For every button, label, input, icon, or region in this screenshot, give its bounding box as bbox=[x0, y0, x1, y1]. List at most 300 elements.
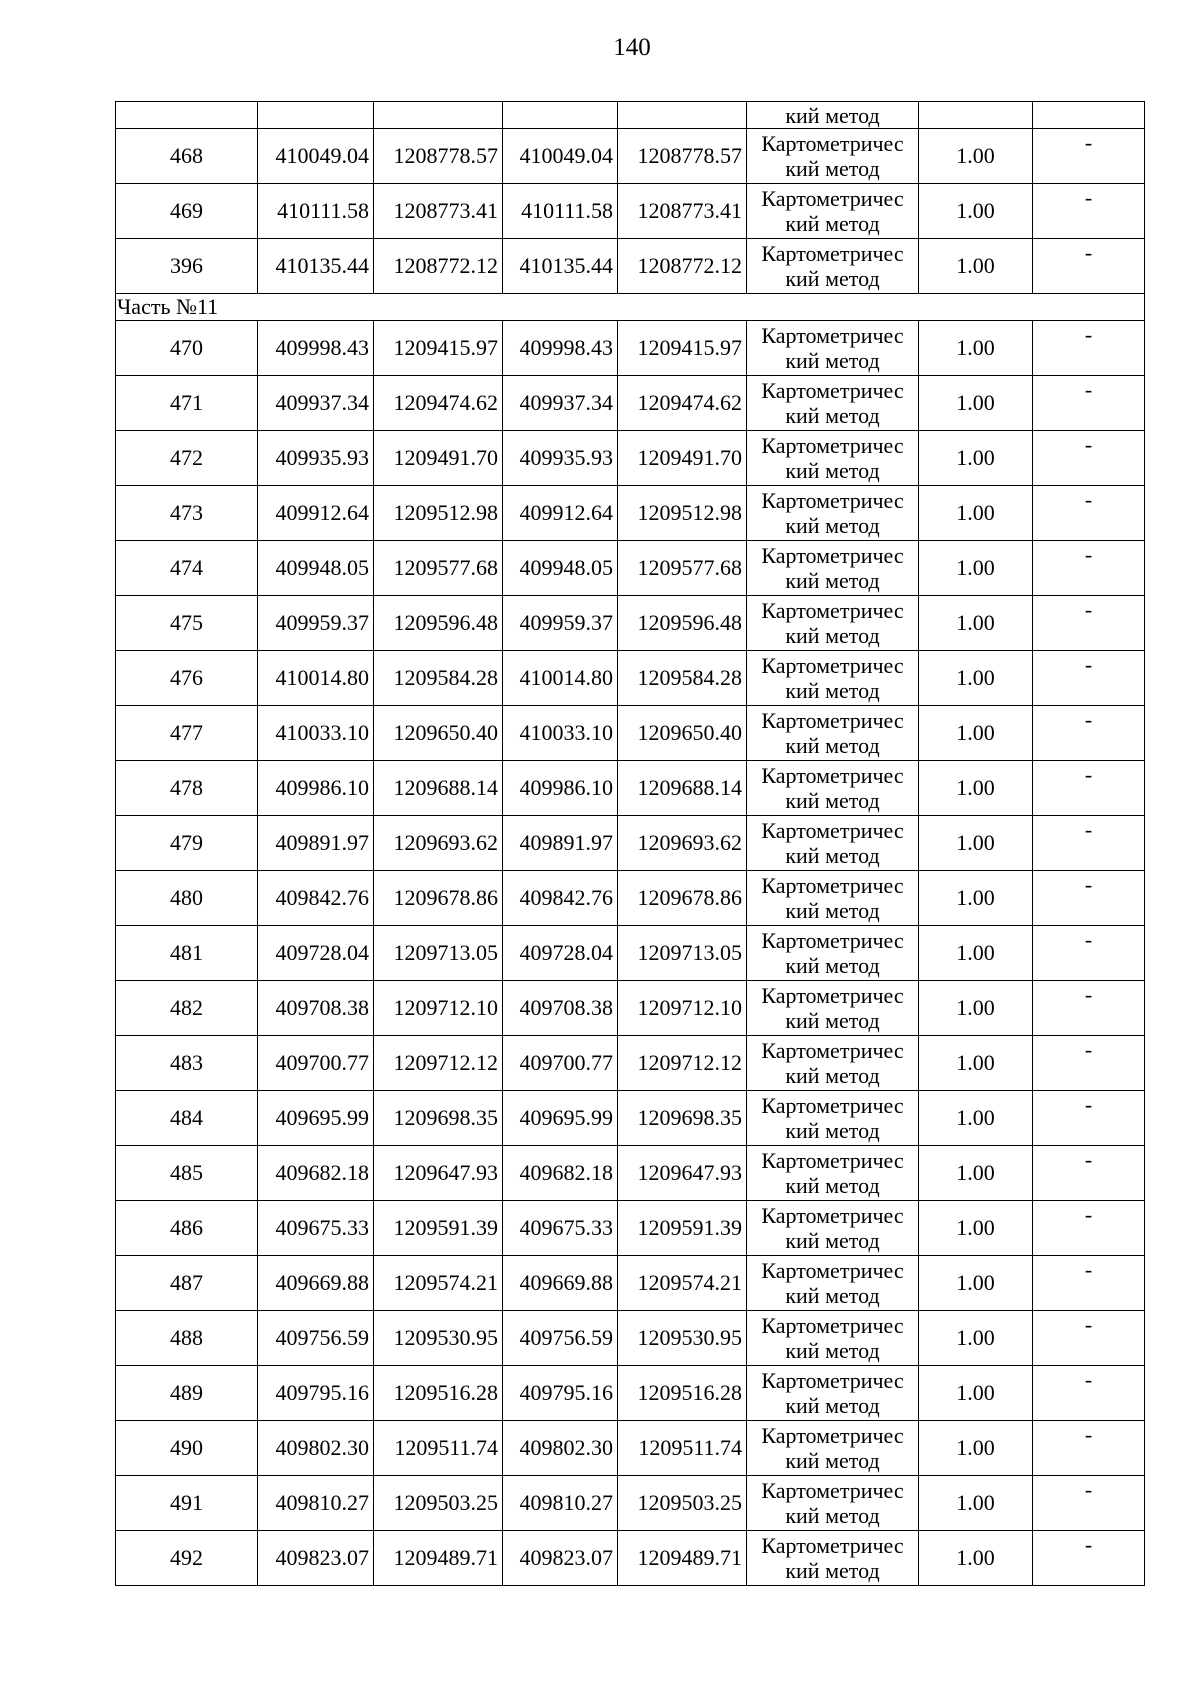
y-coordinate: 1208772.12 bbox=[618, 239, 747, 294]
method-line: Картометричес bbox=[761, 1148, 904, 1173]
method-cell bbox=[747, 1036, 919, 1091]
x-coordinate: 409986.10 bbox=[258, 761, 374, 816]
method-line: кий метод bbox=[785, 788, 880, 813]
method-line: кий метод bbox=[785, 843, 880, 868]
method-cell bbox=[747, 761, 919, 816]
method-line: кий метод bbox=[785, 156, 880, 181]
accuracy-value: 1.00 bbox=[919, 1146, 1033, 1201]
method-cell bbox=[747, 1091, 919, 1146]
table-row bbox=[116, 1256, 1145, 1311]
accuracy-value: 1.00 bbox=[919, 761, 1033, 816]
method-line: Картометричес bbox=[761, 1368, 904, 1393]
y-coordinate: 1209647.93 bbox=[374, 1146, 503, 1201]
description-cell: - bbox=[1033, 376, 1145, 431]
method-line: Картометричес bbox=[761, 1258, 904, 1283]
accuracy-value: 1.00 bbox=[919, 431, 1033, 486]
y-coordinate: 1209415.97 bbox=[374, 321, 503, 376]
y-coordinate: 1209591.39 bbox=[618, 1201, 747, 1256]
point-number: 492 bbox=[116, 1531, 258, 1586]
x-coordinate: 409823.07 bbox=[503, 1531, 618, 1586]
y-coordinate: 1209591.39 bbox=[374, 1201, 503, 1256]
x-coordinate: 409948.05 bbox=[503, 541, 618, 596]
x-coordinate: 410135.44 bbox=[258, 239, 374, 294]
y-coordinate: 1209516.28 bbox=[374, 1366, 503, 1421]
description-cell: - bbox=[1033, 431, 1145, 486]
method-line: кий метод bbox=[785, 1558, 880, 1583]
method-cell bbox=[747, 102, 919, 129]
method-line: кий метод bbox=[785, 733, 880, 758]
table-row bbox=[116, 871, 1145, 926]
method-cell bbox=[747, 651, 919, 706]
x-coordinate: 410049.04 bbox=[258, 129, 374, 184]
method-line: кий метод bbox=[785, 1228, 880, 1253]
point-number: 396 bbox=[116, 239, 258, 294]
accuracy-value: 1.00 bbox=[919, 1366, 1033, 1421]
x-coordinate: 409937.34 bbox=[258, 376, 374, 431]
x-coordinate: 409810.27 bbox=[503, 1476, 618, 1531]
method-cell bbox=[747, 1146, 919, 1201]
method-cell bbox=[747, 816, 919, 871]
method-cell bbox=[747, 1311, 919, 1366]
x-coordinate: 409756.59 bbox=[503, 1311, 618, 1366]
x-coordinate: 409912.64 bbox=[258, 486, 374, 541]
y-coordinate: 1209512.98 bbox=[374, 486, 503, 541]
table-row bbox=[116, 541, 1145, 596]
method-cell bbox=[747, 1366, 919, 1421]
x-coordinate: 409682.18 bbox=[503, 1146, 618, 1201]
description-cell: - bbox=[1033, 1201, 1145, 1256]
method-line: кий метод bbox=[785, 1338, 880, 1363]
y-coordinate: 1209474.62 bbox=[618, 376, 747, 431]
x-coordinate: 410014.80 bbox=[503, 651, 618, 706]
table-row bbox=[116, 1476, 1145, 1531]
method-line: Картометричес bbox=[761, 928, 904, 953]
method-line: Картометричес bbox=[761, 131, 904, 156]
accuracy-value: 1.00 bbox=[919, 1476, 1033, 1531]
point-number: 486 bbox=[116, 1201, 258, 1256]
description-cell: - bbox=[1033, 1476, 1145, 1531]
y-coordinate: 1209688.14 bbox=[374, 761, 503, 816]
method-line: Картометричес bbox=[761, 543, 904, 568]
x-coordinate: 409728.04 bbox=[503, 926, 618, 981]
method-line: кий метод bbox=[785, 1008, 880, 1033]
point-number: 483 bbox=[116, 1036, 258, 1091]
method-line: кий метод bbox=[785, 1173, 880, 1198]
method-line: кий метод bbox=[785, 513, 880, 538]
method-line: Картометричес bbox=[761, 186, 904, 211]
x-coordinate: 409700.77 bbox=[503, 1036, 618, 1091]
point-number: 481 bbox=[116, 926, 258, 981]
accuracy-value: 1.00 bbox=[919, 981, 1033, 1036]
x-coordinate: 409802.30 bbox=[258, 1421, 374, 1476]
accuracy-value: 1.00 bbox=[919, 541, 1033, 596]
y-coordinate: 1209511.74 bbox=[374, 1421, 503, 1476]
method-line: Картометричес bbox=[761, 433, 904, 458]
y-coordinate: 1209577.68 bbox=[618, 541, 747, 596]
y-coordinate: 1208778.57 bbox=[374, 129, 503, 184]
accuracy-value: 1.00 bbox=[919, 1531, 1033, 1586]
y-coordinate: 1209712.12 bbox=[374, 1036, 503, 1091]
table-row bbox=[116, 1146, 1145, 1201]
y-coordinate: 1209577.68 bbox=[374, 541, 503, 596]
point-number: 487 bbox=[116, 1256, 258, 1311]
table-row bbox=[116, 184, 1145, 239]
accuracy-value: 1.00 bbox=[919, 376, 1033, 431]
description-cell: - bbox=[1033, 596, 1145, 651]
method-line: кий метод bbox=[785, 348, 880, 373]
method-line: Картометричес bbox=[761, 983, 904, 1008]
x-coordinate: 409935.93 bbox=[258, 431, 374, 486]
x-coordinate: 409998.43 bbox=[258, 321, 374, 376]
description-cell: - bbox=[1033, 129, 1145, 184]
method-line: кий метод bbox=[785, 458, 880, 483]
method-cell bbox=[747, 1421, 919, 1476]
cell-empty bbox=[919, 102, 1033, 129]
point-number: 471 bbox=[116, 376, 258, 431]
point-number: 477 bbox=[116, 706, 258, 761]
point-number: 470 bbox=[116, 321, 258, 376]
description-cell: - bbox=[1033, 1091, 1145, 1146]
x-coordinate: 409823.07 bbox=[258, 1531, 374, 1586]
y-coordinate: 1209647.93 bbox=[618, 1146, 747, 1201]
method-line: кий метод bbox=[785, 953, 880, 978]
description-cell: - bbox=[1033, 239, 1145, 294]
description-cell: - bbox=[1033, 541, 1145, 596]
method-line: кий метод bbox=[785, 1448, 880, 1473]
y-coordinate: 1209530.95 bbox=[374, 1311, 503, 1366]
y-coordinate: 1209489.71 bbox=[618, 1531, 747, 1586]
accuracy-value: 1.00 bbox=[919, 239, 1033, 294]
description-cell: - bbox=[1033, 761, 1145, 816]
method-cell bbox=[747, 1256, 919, 1311]
table-row bbox=[116, 431, 1145, 486]
description-cell: - bbox=[1033, 1531, 1145, 1586]
y-coordinate: 1209491.70 bbox=[618, 431, 747, 486]
x-coordinate: 409695.99 bbox=[503, 1091, 618, 1146]
method-cell bbox=[747, 431, 919, 486]
y-coordinate: 1209489.71 bbox=[374, 1531, 503, 1586]
y-coordinate: 1209713.05 bbox=[618, 926, 747, 981]
description-cell: - bbox=[1033, 1366, 1145, 1421]
method-line: кий метод bbox=[785, 568, 880, 593]
x-coordinate: 409728.04 bbox=[258, 926, 374, 981]
method-line: Картометричес bbox=[761, 1478, 904, 1503]
y-coordinate: 1208778.57 bbox=[618, 129, 747, 184]
y-coordinate: 1209698.35 bbox=[618, 1091, 747, 1146]
accuracy-value: 1.00 bbox=[919, 1311, 1033, 1366]
x-coordinate: 409708.38 bbox=[258, 981, 374, 1036]
y-coordinate: 1209678.86 bbox=[618, 871, 747, 926]
method-cell bbox=[747, 981, 919, 1036]
x-coordinate: 409700.77 bbox=[258, 1036, 374, 1091]
method-line: Картометричес bbox=[761, 1093, 904, 1118]
x-coordinate: 409842.76 bbox=[258, 871, 374, 926]
accuracy-value: 1.00 bbox=[919, 129, 1033, 184]
point-number: 472 bbox=[116, 431, 258, 486]
y-coordinate: 1209596.48 bbox=[374, 596, 503, 651]
x-coordinate: 409998.43 bbox=[503, 321, 618, 376]
y-coordinate: 1209516.28 bbox=[618, 1366, 747, 1421]
y-coordinate: 1209503.25 bbox=[618, 1476, 747, 1531]
accuracy-value: 1.00 bbox=[919, 596, 1033, 651]
method-cell bbox=[747, 239, 919, 294]
point-number: 476 bbox=[116, 651, 258, 706]
y-coordinate: 1209574.21 bbox=[618, 1256, 747, 1311]
x-coordinate: 409802.30 bbox=[503, 1421, 618, 1476]
method-cell bbox=[747, 1201, 919, 1256]
cell-empty bbox=[374, 102, 503, 129]
table-body bbox=[116, 102, 1145, 1586]
point-number: 475 bbox=[116, 596, 258, 651]
coordinates-table bbox=[115, 101, 1145, 1586]
description-cell: - bbox=[1033, 184, 1145, 239]
description-cell: - bbox=[1033, 706, 1145, 761]
y-coordinate: 1209693.62 bbox=[374, 816, 503, 871]
method-cell bbox=[747, 871, 919, 926]
accuracy-value: 1.00 bbox=[919, 706, 1033, 761]
y-coordinate: 1209574.21 bbox=[374, 1256, 503, 1311]
method-cell bbox=[747, 1531, 919, 1586]
table-row bbox=[116, 761, 1145, 816]
x-coordinate: 410033.10 bbox=[258, 706, 374, 761]
point-number: 488 bbox=[116, 1311, 258, 1366]
x-coordinate: 410033.10 bbox=[503, 706, 618, 761]
table-row bbox=[116, 706, 1145, 761]
cell-empty bbox=[258, 102, 374, 129]
x-coordinate: 409756.59 bbox=[258, 1311, 374, 1366]
method-line: кий метод bbox=[785, 1283, 880, 1308]
y-coordinate: 1208773.41 bbox=[374, 184, 503, 239]
section-label: Часть №11 bbox=[116, 294, 1145, 321]
x-coordinate: 409891.97 bbox=[503, 816, 618, 871]
method-line: кий метод bbox=[785, 1503, 880, 1528]
x-coordinate: 409795.16 bbox=[258, 1366, 374, 1421]
accuracy-value: 1.00 bbox=[919, 651, 1033, 706]
y-coordinate: 1209511.74 bbox=[618, 1421, 747, 1476]
continuation-row bbox=[116, 102, 1145, 129]
table-row bbox=[116, 1421, 1145, 1476]
point-number: 490 bbox=[116, 1421, 258, 1476]
x-coordinate: 409842.76 bbox=[503, 871, 618, 926]
cell-empty bbox=[1033, 102, 1145, 129]
method-line: Картометричес bbox=[761, 708, 904, 733]
method-cell bbox=[747, 926, 919, 981]
method-line: Картометричес bbox=[761, 873, 904, 898]
accuracy-value: 1.00 bbox=[919, 1421, 1033, 1476]
cell-empty bbox=[116, 102, 258, 129]
table-row bbox=[116, 1201, 1145, 1256]
y-coordinate: 1209512.98 bbox=[618, 486, 747, 541]
point-number: 482 bbox=[116, 981, 258, 1036]
point-number: 479 bbox=[116, 816, 258, 871]
y-coordinate: 1209712.10 bbox=[374, 981, 503, 1036]
description-cell: - bbox=[1033, 486, 1145, 541]
y-coordinate: 1209712.10 bbox=[618, 981, 747, 1036]
table-row bbox=[116, 1311, 1145, 1366]
method-line: кий метод bbox=[785, 211, 880, 236]
point-number: 480 bbox=[116, 871, 258, 926]
method-line: Картометричес bbox=[761, 1038, 904, 1063]
y-coordinate: 1209688.14 bbox=[618, 761, 747, 816]
description-cell: - bbox=[1033, 1146, 1145, 1201]
section-row bbox=[116, 294, 1145, 321]
x-coordinate: 410049.04 bbox=[503, 129, 618, 184]
method-line: Картометричес bbox=[761, 653, 904, 678]
x-coordinate: 410111.58 bbox=[503, 184, 618, 239]
description-cell: - bbox=[1033, 1036, 1145, 1091]
y-coordinate: 1209503.25 bbox=[374, 1476, 503, 1531]
x-coordinate: 409986.10 bbox=[503, 761, 618, 816]
method-line: кий метод bbox=[785, 403, 880, 428]
method-line: Картометричес bbox=[761, 763, 904, 788]
description-cell: - bbox=[1033, 981, 1145, 1036]
table-row bbox=[116, 1366, 1145, 1421]
method-cell bbox=[747, 376, 919, 431]
accuracy-value: 1.00 bbox=[919, 184, 1033, 239]
page-number: 140 bbox=[613, 34, 651, 61]
x-coordinate: 409682.18 bbox=[258, 1146, 374, 1201]
y-coordinate: 1209584.28 bbox=[618, 651, 747, 706]
x-coordinate: 409891.97 bbox=[258, 816, 374, 871]
point-number: 485 bbox=[116, 1146, 258, 1201]
method-line: Картометричес bbox=[761, 378, 904, 403]
x-coordinate: 409795.16 bbox=[503, 1366, 618, 1421]
method-line: кий метод bbox=[785, 266, 880, 291]
method-line: Картометричес bbox=[761, 1203, 904, 1228]
y-coordinate: 1209530.95 bbox=[618, 1311, 747, 1366]
description-cell: - bbox=[1033, 321, 1145, 376]
x-coordinate: 409959.37 bbox=[258, 596, 374, 651]
method-cell bbox=[747, 541, 919, 596]
description-cell: - bbox=[1033, 926, 1145, 981]
description-cell: - bbox=[1033, 1256, 1145, 1311]
method-line: кий метод bbox=[785, 623, 880, 648]
y-coordinate: 1209712.12 bbox=[618, 1036, 747, 1091]
table-row bbox=[116, 816, 1145, 871]
method-line: кий метод bbox=[785, 1063, 880, 1088]
method-cell bbox=[747, 1476, 919, 1531]
point-number: 491 bbox=[116, 1476, 258, 1531]
method-line: Картометричес bbox=[761, 241, 904, 266]
x-coordinate: 410111.58 bbox=[258, 184, 374, 239]
description-cell: - bbox=[1033, 816, 1145, 871]
method-cell bbox=[747, 129, 919, 184]
x-coordinate: 409708.38 bbox=[503, 981, 618, 1036]
accuracy-value: 1.00 bbox=[919, 486, 1033, 541]
table-row bbox=[116, 129, 1145, 184]
x-coordinate: 409675.33 bbox=[503, 1201, 618, 1256]
y-coordinate: 1209713.05 bbox=[374, 926, 503, 981]
y-coordinate: 1209650.40 bbox=[618, 706, 747, 761]
method-cell bbox=[747, 706, 919, 761]
table-row bbox=[116, 239, 1145, 294]
point-number: 468 bbox=[116, 129, 258, 184]
cell-empty bbox=[618, 102, 747, 129]
method-tail: кий метод bbox=[785, 103, 880, 128]
method-line: кий метод bbox=[785, 1393, 880, 1418]
x-coordinate: 409669.88 bbox=[503, 1256, 618, 1311]
x-coordinate: 409948.05 bbox=[258, 541, 374, 596]
x-coordinate: 410135.44 bbox=[503, 239, 618, 294]
method-cell bbox=[747, 486, 919, 541]
description-cell: - bbox=[1033, 1311, 1145, 1366]
point-number: 484 bbox=[116, 1091, 258, 1146]
accuracy-value: 1.00 bbox=[919, 871, 1033, 926]
method-cell bbox=[747, 321, 919, 376]
y-coordinate: 1209698.35 bbox=[374, 1091, 503, 1146]
table-row bbox=[116, 1531, 1145, 1586]
method-line: Картометричес bbox=[761, 488, 904, 513]
table-row bbox=[116, 376, 1145, 431]
x-coordinate: 409675.33 bbox=[258, 1201, 374, 1256]
y-coordinate: 1209596.48 bbox=[618, 596, 747, 651]
x-coordinate: 409669.88 bbox=[258, 1256, 374, 1311]
accuracy-value: 1.00 bbox=[919, 926, 1033, 981]
accuracy-value: 1.00 bbox=[919, 1201, 1033, 1256]
table-row bbox=[116, 926, 1145, 981]
x-coordinate: 409935.93 bbox=[503, 431, 618, 486]
x-coordinate: 409695.99 bbox=[258, 1091, 374, 1146]
x-coordinate: 410014.80 bbox=[258, 651, 374, 706]
method-line: Картометричес bbox=[761, 818, 904, 843]
table-row bbox=[116, 321, 1145, 376]
method-cell bbox=[747, 596, 919, 651]
point-number: 478 bbox=[116, 761, 258, 816]
point-number: 469 bbox=[116, 184, 258, 239]
table-row bbox=[116, 596, 1145, 651]
method-line: Картометричес bbox=[761, 1313, 904, 1338]
accuracy-value: 1.00 bbox=[919, 1036, 1033, 1091]
y-coordinate: 1209693.62 bbox=[618, 816, 747, 871]
description-cell: - bbox=[1033, 651, 1145, 706]
method-line: кий метод bbox=[785, 1118, 880, 1143]
method-line: Картометричес bbox=[761, 323, 904, 348]
table-row bbox=[116, 981, 1145, 1036]
x-coordinate: 409912.64 bbox=[503, 486, 618, 541]
table-row bbox=[116, 1091, 1145, 1146]
y-coordinate: 1209415.97 bbox=[618, 321, 747, 376]
y-coordinate: 1209491.70 bbox=[374, 431, 503, 486]
accuracy-value: 1.00 bbox=[919, 1256, 1033, 1311]
y-coordinate: 1209678.86 bbox=[374, 871, 503, 926]
description-cell: - bbox=[1033, 871, 1145, 926]
cell-empty bbox=[503, 102, 618, 129]
y-coordinate: 1208772.12 bbox=[374, 239, 503, 294]
method-cell bbox=[747, 184, 919, 239]
method-line: Картометричес bbox=[761, 598, 904, 623]
table-row bbox=[116, 1036, 1145, 1091]
method-line: кий метод bbox=[785, 898, 880, 923]
method-line: Картометричес bbox=[761, 1423, 904, 1448]
description-cell: - bbox=[1033, 1421, 1145, 1476]
accuracy-value: 1.00 bbox=[919, 321, 1033, 376]
method-line: кий метод bbox=[785, 678, 880, 703]
y-coordinate: 1209650.40 bbox=[374, 706, 503, 761]
table-row bbox=[116, 651, 1145, 706]
point-number: 473 bbox=[116, 486, 258, 541]
x-coordinate: 409959.37 bbox=[503, 596, 618, 651]
y-coordinate: 1209584.28 bbox=[374, 651, 503, 706]
method-line: Картометричес bbox=[761, 1533, 904, 1558]
accuracy-value: 1.00 bbox=[919, 1091, 1033, 1146]
x-coordinate: 409810.27 bbox=[258, 1476, 374, 1531]
point-number: 489 bbox=[116, 1366, 258, 1421]
y-coordinate: 1209474.62 bbox=[374, 376, 503, 431]
point-number: 474 bbox=[116, 541, 258, 596]
y-coordinate: 1208773.41 bbox=[618, 184, 747, 239]
table-row bbox=[116, 486, 1145, 541]
x-coordinate: 409937.34 bbox=[503, 376, 618, 431]
